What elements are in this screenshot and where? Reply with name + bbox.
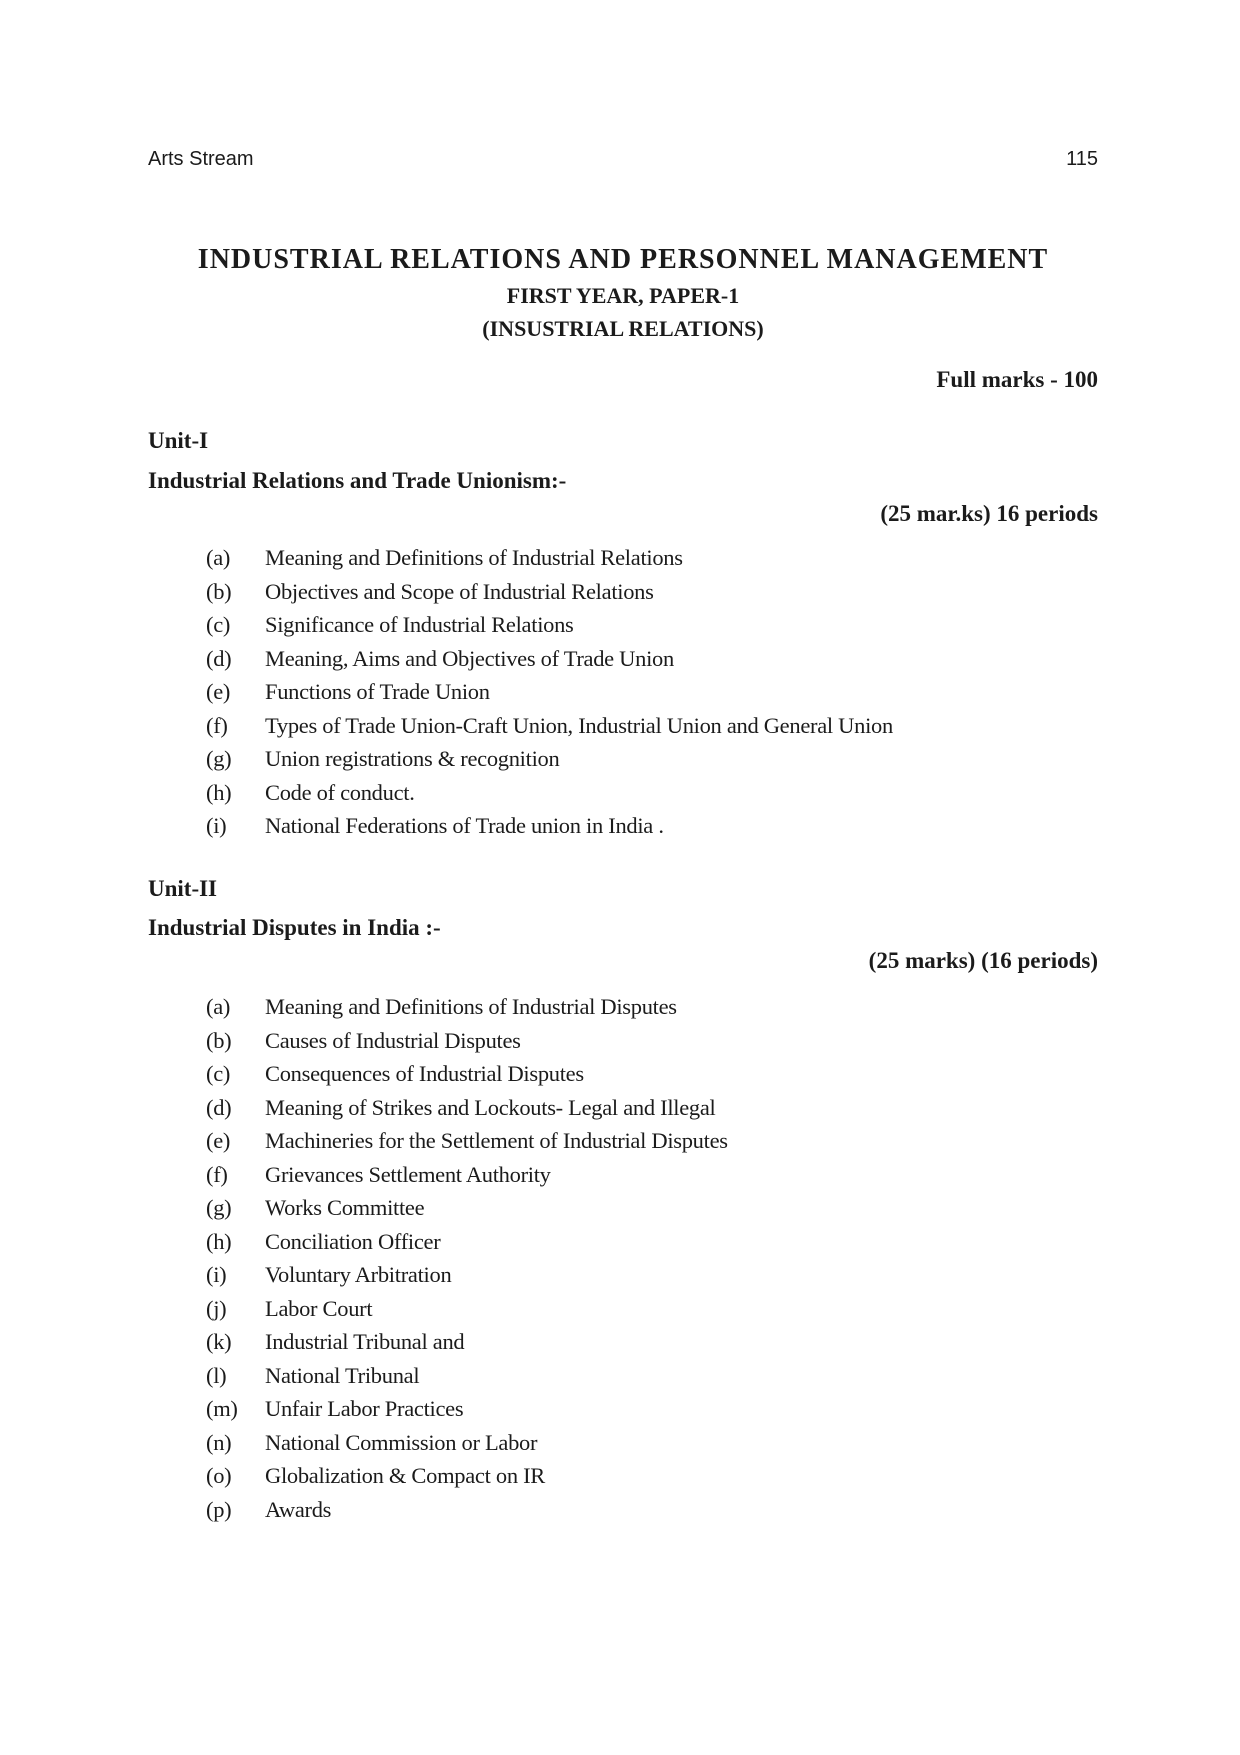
item-text: National Commission or Labor — [265, 1429, 538, 1455]
item-text: Code of conduct. — [265, 779, 415, 805]
item-text: Works Committee — [265, 1195, 425, 1220]
list-item — [206, 675, 893, 709]
item-label: (c) — [206, 1061, 231, 1086]
list-item — [206, 1057, 728, 1091]
item-text: Meaning and Definitions of Industrial Relations — [265, 545, 683, 570]
item-text: Union registrations & recognition — [265, 746, 560, 771]
list-item — [206, 1426, 728, 1460]
item-label: (i) — [206, 813, 227, 838]
paper-topic: (INSUSTRIAL RELATIONS) — [482, 316, 764, 341]
item-label: (a) — [206, 994, 231, 1019]
list-item — [206, 1158, 728, 1192]
document-title: INDUSTRIAL RELATIONS AND PERSONNEL MANAGEMENT — [197, 244, 1049, 275]
item-label: (p) — [206, 1496, 232, 1522]
list-item — [206, 1359, 728, 1393]
list-item — [206, 1124, 728, 1158]
unit-1-title: Industrial Relations and Trade Unionism:- — [148, 468, 567, 493]
item-text: Functions of Trade Union — [265, 679, 490, 704]
list-item — [206, 809, 893, 843]
list-item — [206, 1091, 728, 1125]
item-text: Conciliation Officer — [265, 1228, 441, 1254]
item-label: (d) — [206, 645, 232, 671]
unit-1-heading: Unit-I — [148, 428, 209, 453]
item-label: (m) — [206, 1396, 238, 1421]
item-label: (e) — [206, 1128, 231, 1153]
item-label: (a) — [206, 545, 231, 570]
item-label: (d) — [206, 1094, 232, 1120]
item-text: Meaning of Strikes and Lockouts- Legal and Illegal — [265, 1094, 716, 1120]
item-text: Meaning and Definitions of Industrial Disputes — [265, 994, 677, 1019]
list-item — [206, 709, 893, 743]
item-text: Globalization & Compact on IR — [265, 1463, 545, 1488]
item-label: (f) — [206, 712, 228, 738]
item-label: (l) — [206, 1362, 227, 1388]
unit-1-topics — [206, 541, 893, 843]
item-text: Significance of Industrial Relations — [265, 612, 574, 637]
unit-2-topics — [206, 990, 728, 1526]
item-label: (b) — [206, 1027, 232, 1053]
item-label: (k) — [206, 1329, 232, 1354]
unit-2-marks: (25 marks) (16 periods) — [868, 948, 1098, 973]
item-text: Industrial Tribunal and — [265, 1329, 465, 1354]
item-label: (f) — [206, 1161, 228, 1187]
item-text: National Federations of Trade union in India . — [265, 813, 664, 838]
item-text: Meaning, Aims and Objectives of Trade Union — [265, 645, 674, 671]
item-text: Causes of Industrial Disputes — [265, 1027, 521, 1053]
list-item — [206, 575, 893, 609]
item-text: Consequences of Industrial Disputes — [265, 1061, 584, 1086]
item-label: (e) — [206, 679, 231, 704]
item-label: (g) — [206, 1195, 232, 1220]
item-label: (h) — [206, 779, 232, 805]
item-label: (h) — [206, 1228, 232, 1254]
item-label: (n) — [206, 1429, 232, 1455]
item-text: Types of Trade Union-Craft Union, Industrial Union and General Union — [265, 712, 893, 738]
list-item — [206, 990, 728, 1024]
item-text: Awards — [265, 1496, 332, 1522]
list-item — [206, 1325, 728, 1359]
list-item — [206, 1191, 728, 1225]
item-text: Machineries for the Settlement of Industrial Disputes — [265, 1128, 728, 1153]
paper-subtitle: FIRST YEAR, PAPER-1 — [506, 283, 740, 308]
item-label: (i) — [206, 1262, 227, 1287]
page-number: 115 — [1066, 148, 1098, 170]
list-item — [206, 1459, 728, 1493]
list-item — [206, 1292, 728, 1326]
stream-label: Arts Stream — [148, 148, 254, 170]
item-text: Voluntary Arbitration — [265, 1262, 452, 1287]
unit-2-heading: Unit-II — [148, 876, 218, 901]
item-label: (j) — [206, 1295, 227, 1321]
item-text: Grievances Settlement Authority — [265, 1161, 551, 1187]
list-item — [206, 642, 893, 676]
item-text: Labor Court — [265, 1295, 373, 1321]
item-label: (o) — [206, 1463, 232, 1488]
list-item — [206, 1024, 728, 1058]
list-item — [206, 742, 893, 776]
item-label: (c) — [206, 612, 231, 637]
unit-1-marks: (25 mar.ks) 16 periods — [880, 501, 1098, 526]
list-item — [206, 1493, 728, 1527]
list-item — [206, 776, 893, 810]
unit-2-title: Industrial Disputes in India :- — [148, 915, 441, 940]
list-item — [206, 1258, 728, 1292]
item-label: (b) — [206, 578, 232, 604]
full-marks: Full marks - 100 — [936, 367, 1098, 392]
list-item — [206, 1392, 728, 1426]
list-item — [206, 608, 893, 642]
item-text: Unfair Labor Practices — [265, 1396, 464, 1421]
item-label: (g) — [206, 746, 232, 771]
list-item — [206, 541, 893, 575]
item-text: National Tribunal — [265, 1362, 420, 1388]
list-item — [206, 1225, 728, 1259]
item-text: Objectives and Scope of Industrial Relations — [265, 578, 654, 604]
